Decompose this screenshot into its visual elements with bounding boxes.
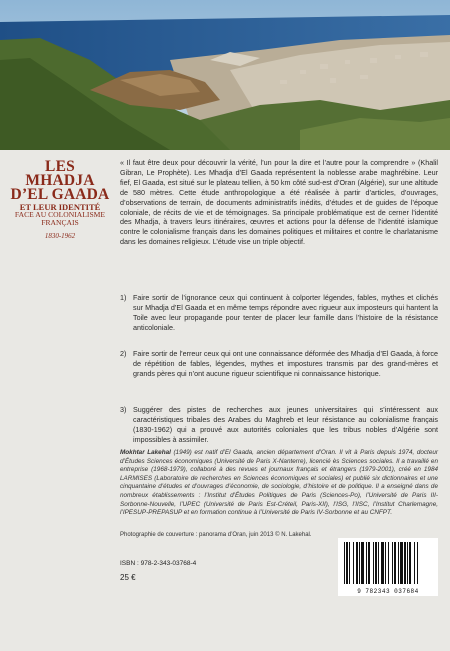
price: 25 € xyxy=(120,573,136,582)
objective-item-2 xyxy=(120,349,438,379)
objective-number: 2) xyxy=(120,349,127,358)
objective-text: Faire sortir de l’ignorance ceux qui continuent à colporter légendes, fables, mythes et clichés sur Mhadja d’El Gaada et en même temps répondre avec rigueur aux imposteurs qui hantent la Toile avec leur propagande pour tenter de placer leur famille dans l’histoire de la résistance anticoloniale. xyxy=(133,293,438,332)
objective-text: Faire sortir de l’erreur ceux qui ont une connaissance déformée des Mhadja d’El Gaada, à force de répétition de fables, légendes, mythes et impostures transmis par des grand-mères et grands pères qui n’ont aucune rigueur scientifique ni connaissance historique. xyxy=(133,349,438,378)
intro-text: « Il faut être deux pour découvrir la vérité, l’un pour la dire et l’autre pour la comprendre » (Khalil Gibran, Le Prophète). Les Mhadja d’El Gaada représentent la noblesse arabe maghrébine. Leur fief, El Gaada, est situé sur le plateau tellien, à 50 km côté sud-est d’Oran (Algérie), sur une altitude de 580 mètres. Cette étude anthropologique a été réalisée à partir d’articles, d’ouvrages, d’observations de terrain, de documents administratifs inédits, d’études et de guides de l’époque coloniale, de récits de vie et de témoignages. Sa principale problématique est de cerner l’identité des Mhadja, à travers leurs itinéraires, œuvres et actions pour la défense de l’identité islamique contre le colonialisme français dans les domaines politiques et militaires et contre le charlatanisme dans les domaines religieux. L’étude vise un triple objectif. xyxy=(120,158,438,247)
objective-number: 1) xyxy=(120,293,127,302)
author-bio xyxy=(120,449,438,518)
objective-text: Suggérer des pistes de recherches aux jeunes universitaires qui s’intéressent aux caractéristiques tribales des Arabes du Maghreb et leur résistance au colonialisme français (1830-1962) qui a prouvé aux autorités coloniales que les tribus nobles d’Algérie sont impossibles à assimiler. xyxy=(133,405,438,444)
photo-credit: Photographie de couverture : panorama d’Oran, juin 2013 © N. Lakehal. xyxy=(120,532,312,538)
isbn: ISBN : 978-2-343-03768-4 xyxy=(120,560,197,567)
objective-number: 3) xyxy=(120,405,127,414)
author-bio-text: (1949) est natif d’El Gaada, ancien département d’Oran. Il vit à Paris depuis 1974, docteur d’Études Sciences économiques (Université de Paris X-Nanterre), licencié ès Sciences sociales. Il a travaillé en entreprise (1968-1979), collaboré à des revues et journaux français et étrangers (1979-2001), créé en 1984 LARMISES (Laboratoire de recherches en Sciences économiques et sociales) et publié six dictionnaires et une cinquantaine d’études et d’ouvrages d’économie, de sociologie, d’histoire et de politique. Il a enseigné dans de nombreux établissements : l’Institut d’Études Politiques de Paris (Sciences-Po), l’Université de Paris III-Sorbonne-Nouvelle, l’UPEC (Université de Paris Est-Créteil, Paris-XII), l’ISG, l’IISC, l’Institut Charlemagne, l’IPESUP-PREPASUP et en formation continue à l’Université de Paris IV-Sorbonne et au CNFPT. xyxy=(120,449,438,517)
intro-paragraph xyxy=(120,158,438,247)
book-subtitle-line2: FACE AU COLONIALISME FRANÇAIS xyxy=(14,210,106,227)
book-years: 1830-1962 xyxy=(44,232,76,240)
book-title-block xyxy=(10,160,110,240)
objective-item-1 xyxy=(120,293,438,333)
book-title: LES MHADJA D’EL GAADA xyxy=(10,158,110,203)
book-subtitle-line1: ET LEUR IDENTITÉ xyxy=(19,202,101,212)
cover-photo-oran-panorama xyxy=(0,0,450,150)
objective-item-3 xyxy=(120,405,438,445)
author-name: Mokhtar Lakehal xyxy=(120,449,171,456)
barcode-number: 9 782343 037684 xyxy=(357,588,419,595)
